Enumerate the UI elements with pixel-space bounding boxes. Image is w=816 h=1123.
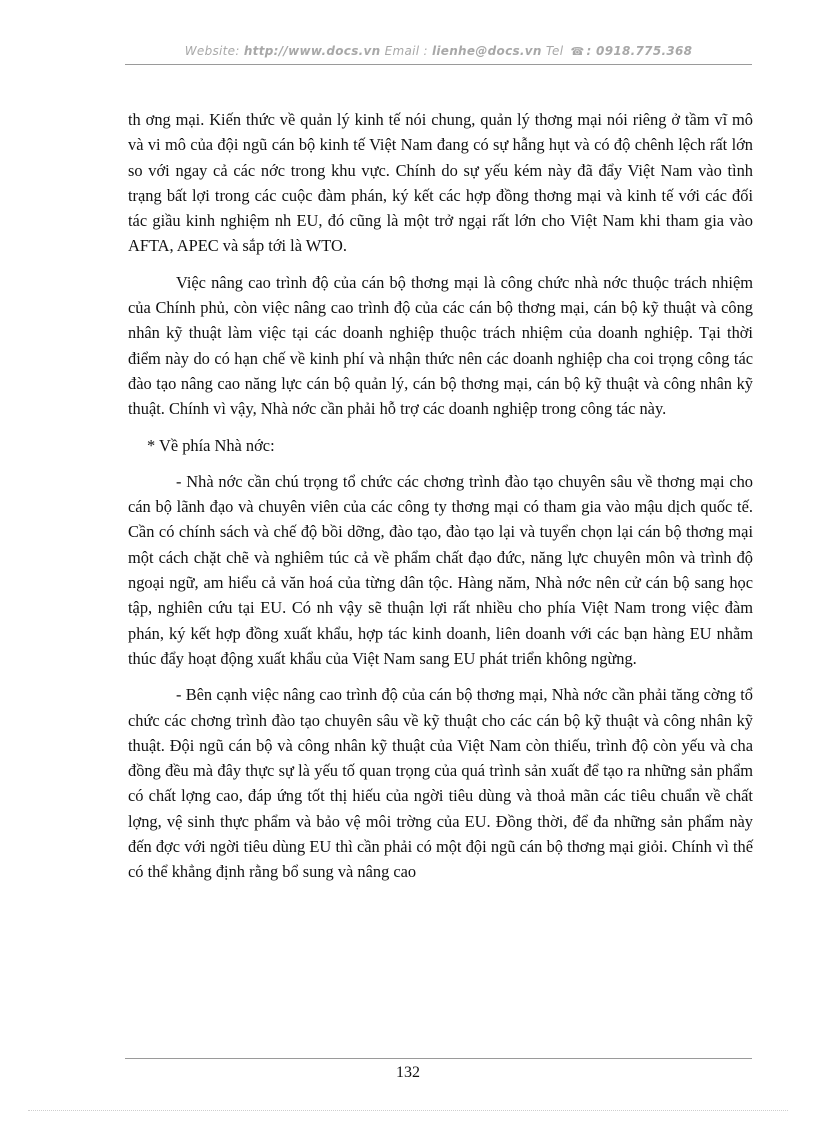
phone-number: : 0918.775.368 — [586, 44, 693, 58]
email-link[interactable]: lienhe@docs.vn — [431, 44, 542, 58]
header-contact-line — [125, 44, 752, 58]
website-label: Website: — [184, 44, 244, 58]
bottom-dotted-rule — [28, 1110, 788, 1111]
paragraph-state-trade-training: - Nhà nớc cần chú trọng tổ chức các chơng trình đào tạo chuyên sâu về thơng mại cho cán bộ lãnh đạo và chuyên viên của các công ty thơng mại có tham gia vào mậu dịch quốc tế. Cần có chính sách và chế độ bồi dỡng, đào tạo, đào tạo lại và tuyển chọn lại cán bộ thơng mại một cách chặt chẽ và nghiêm túc cả về phẩm chất đạo đức, năng lực chuyên môn và trình độ ngoại ngữ, am hiểu cả văn hoá của từng dân tộc. Hàng năm, Nhà nớc nên cử cán bộ sang học tập, nghiên cứu tại EU. Có nh vậy sẽ thuận lợi rất nhiều cho phía Việt Nam trong việc đàm phán, ký kết hợp đồng xuất khẩu, hợp tác kinh doanh, liên doanh với các bạn hàng EU nhằm thúc đẩy hoạt động xuất khẩu của Việt Nam sang EU phát triển không ngừng. — [128, 471, 753, 668]
paragraph-continuation: th ơng mại. Kiến thức về quản lý kinh tế nói chung, quản lý thơng mại nói riêng ở tầm vĩ mô và vi mô của đội ngũ cán bộ kinh tế Việt Nam đang có sự hẫng hụt và có độ chênh lệch rất lớn so với ngay cả các nớc trong khu vực. Chính do sự yếu kém này đã đẩy Việt Nam vào tình trạng bất lợi trong các cuộc đàm phán, ký kết các hợp đồng thơng mại và kinh tế với các đối tác giầu kinh nghiệm nh EU, đó cũng là một trở ngại rất lớn cho Việt Nam khi tham gia vào AFTA, APEC và sắp tới là WTO. — [128, 110, 753, 256]
page-header — [125, 34, 752, 65]
tel-label: Tel — [541, 44, 568, 58]
page-body — [128, 107, 753, 896]
page-number: 132 — [396, 1064, 420, 1081]
phone-icon: ☎ — [570, 45, 585, 58]
footer-divider — [125, 1058, 752, 1059]
paragraph-training-responsibility: Việc nâng cao trình độ của cán bộ thơng mại là công chức nhà nớc thuộc trách nhiệm của Chính phủ, còn việc nâng cao trình độ của các cán bộ thơng mại, cán bộ kỹ thuật và công nhân kỹ thuật làm việc tại các doanh nghiệp thuộc trách nhiệm của doanh nghiệp. Tại thời điểm này do có hạn chế về kinh phí và nhận thức nên các doanh nghiệp cha coi trọng công tác đào tạo nâng cao năng lực cán bộ quản lý, cán bộ thơng mại, cán bộ kỹ thuật và công nhân kỹ thuật. Chính vì vậy, Nhà nớc cần phải hỗ trợ các doanh nghiệp trong công tác này. — [128, 272, 753, 419]
email-label: Email : — [380, 44, 432, 58]
section-label-state-side: * Về phía Nhà nớc: — [147, 435, 275, 455]
website-link[interactable]: http://www.docs.vn — [243, 44, 381, 58]
paragraph-state-technical-training: - Bên cạnh việc nâng cao trình độ của cán bộ thơng mại, Nhà nớc cần phải tăng cờng tổ chức các chơng trình đào tạo chuyên sâu về kỹ thuật cho các cán bộ kỹ thuật và công nhân kỹ thuật. Đội ngũ cán bộ và công nhân kỹ thuật của Việt Nam còn thiếu, trình độ còn yếu và cha đồng đều mà đây thực sự là yếu tố quan trọng của quá trình sản xuất để tạo ra những sản phẩm có chất lợng cao, đáp ứng tốt thị hiếu của ngời tiêu dùng và thoả mãn các tiêu chuẩn về chất lợng, vệ sinh thực phẩm và bảo vệ môi trờng của EU. Đồng thời, để đa những sản phẩm này đến đợc với ngời tiêu dùng EU thì cần phải có một đội ngũ cán bộ thơng mại giỏi. Chính vì thế có thể khẳng định rằng bổ sung và nâng cao — [128, 685, 753, 882]
